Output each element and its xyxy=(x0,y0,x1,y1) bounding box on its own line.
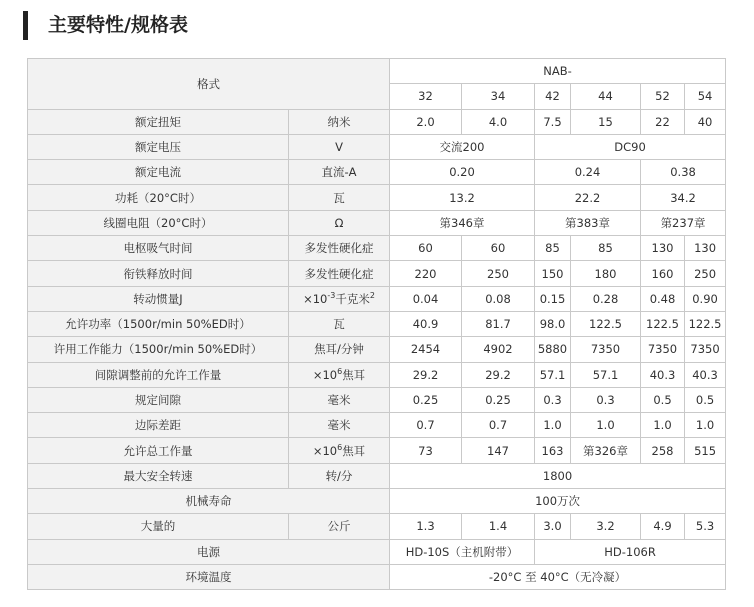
header-row-1 xyxy=(28,59,726,84)
table-row xyxy=(28,438,726,463)
table-row xyxy=(28,337,726,362)
table-row xyxy=(28,185,726,210)
cell-value: 85 xyxy=(571,236,641,261)
cell-value: 40.3 xyxy=(641,362,685,387)
cell-value: 1.0 xyxy=(535,413,571,438)
cell-value: 1.0 xyxy=(571,413,641,438)
cell-value: 0.15 xyxy=(535,286,571,311)
cell-value: 0.28 xyxy=(571,286,641,311)
cell-value: 150 xyxy=(535,261,571,286)
cell-value: 3.0 xyxy=(535,514,571,539)
cell-value: 第346章 xyxy=(390,210,535,235)
cell-value: 5.3 xyxy=(685,514,726,539)
cell-value: 7.5 xyxy=(535,109,571,134)
row-unit: 直流-A xyxy=(289,160,390,185)
cell-value: 122.5 xyxy=(641,311,685,336)
cell-value: 0.24 xyxy=(535,160,641,185)
table-row xyxy=(28,539,726,564)
model-header: 54 xyxy=(685,84,726,109)
cell-value: 81.7 xyxy=(462,311,535,336)
row-label: 间隙调整前的允许工作量 xyxy=(28,362,289,387)
row-label: 边际差距 xyxy=(28,413,289,438)
table-row xyxy=(28,210,726,235)
cell-value: 0.90 xyxy=(685,286,726,311)
row-unit: 毫米 xyxy=(289,387,390,412)
cell-value: DC90 xyxy=(535,134,726,159)
table-row xyxy=(28,564,726,589)
cell-value: 29.2 xyxy=(390,362,462,387)
row-label: 许用工作能力（1500r/min 50%ED时） xyxy=(28,337,289,362)
title-accent-bar xyxy=(23,11,28,40)
cell-value: 7350 xyxy=(685,337,726,362)
cell-value: 1800 xyxy=(390,463,726,488)
spec-table xyxy=(27,58,726,590)
table-row xyxy=(28,387,726,412)
cell-value: 85 xyxy=(535,236,571,261)
cell-value: 34.2 xyxy=(641,185,726,210)
cell-value: 0.7 xyxy=(390,413,462,438)
row-unit: $\times 10^{-3}$千克米$^2$ xyxy=(289,286,390,311)
cell-value: 7350 xyxy=(571,337,641,362)
cell-value: 5880 xyxy=(535,337,571,362)
model-header: 32 xyxy=(390,84,462,109)
table-row xyxy=(28,261,726,286)
cell-value: 515 xyxy=(685,438,726,463)
row-unit: $\times 10^6$焦耳 xyxy=(289,362,390,387)
cell-value: 0.3 xyxy=(571,387,641,412)
row-unit: Ω xyxy=(289,210,390,235)
cell-value: 0.7 xyxy=(462,413,535,438)
table-row xyxy=(28,489,726,514)
cell-value: 180 xyxy=(571,261,641,286)
cell-value: 7350 xyxy=(641,337,685,362)
cell-value: 4902 xyxy=(462,337,535,362)
cell-value: 0.08 xyxy=(462,286,535,311)
cell-value: 22.2 xyxy=(535,185,641,210)
row-label: 规定间隙 xyxy=(28,387,289,412)
model-prefix-header: NAB- xyxy=(390,59,726,84)
row-label: 转动惯量J xyxy=(28,286,289,311)
cell-value: 第383章 xyxy=(535,210,641,235)
cell-value: 3.2 xyxy=(571,514,641,539)
row-unit: $\times 10^6$焦耳 xyxy=(289,438,390,463)
row-unit: 毫米 xyxy=(289,413,390,438)
cell-value: 0.5 xyxy=(685,387,726,412)
cell-value: 130 xyxy=(685,236,726,261)
row-label: 电枢吸气时间 xyxy=(28,236,289,261)
cell-value: 220 xyxy=(390,261,462,286)
model-header: 42 xyxy=(535,84,571,109)
cell-value: 交流200 xyxy=(390,134,535,159)
cell-value: 163 xyxy=(535,438,571,463)
cell-value: 0.38 xyxy=(641,160,726,185)
cell-value: HD-106R xyxy=(535,539,726,564)
row-label: 额定电压 xyxy=(28,134,289,159)
cell-value: 250 xyxy=(685,261,726,286)
cell-value: 40.3 xyxy=(685,362,726,387)
cell-value: 98.0 xyxy=(535,311,571,336)
row-unit: 公斤 xyxy=(289,514,390,539)
model-header: 52 xyxy=(641,84,685,109)
cell-value: 250 xyxy=(462,261,535,286)
cell-value: 0.25 xyxy=(462,387,535,412)
cell-value: 1.3 xyxy=(390,514,462,539)
table-row xyxy=(28,413,726,438)
table-row xyxy=(28,311,726,336)
row-unit: 焦耳/分钟 xyxy=(289,337,390,362)
row-label: 衔铁释放时间 xyxy=(28,261,289,286)
cell-value: 57.1 xyxy=(535,362,571,387)
table-row xyxy=(28,109,726,134)
row-label: 机械寿命 xyxy=(28,489,390,514)
row-label: 允许功率（1500r/min 50%ED时） xyxy=(28,311,289,336)
cell-value: 1.0 xyxy=(685,413,726,438)
row-label: 电源 xyxy=(28,539,390,564)
table-row xyxy=(28,160,726,185)
cell-value: 100万次 xyxy=(390,489,726,514)
cell-value: 57.1 xyxy=(571,362,641,387)
row-unit: 转/分 xyxy=(289,463,390,488)
cell-value: 22 xyxy=(641,109,685,134)
cell-value: 2.0 xyxy=(390,109,462,134)
cell-value: 40 xyxy=(685,109,726,134)
cell-value: 13.2 xyxy=(390,185,535,210)
cell-value: 160 xyxy=(641,261,685,286)
row-label: 环境温度 xyxy=(28,564,390,589)
row-unit: 瓦 xyxy=(289,185,390,210)
table-row xyxy=(28,236,726,261)
cell-value: 73 xyxy=(390,438,462,463)
row-label: 额定电流 xyxy=(28,160,289,185)
cell-value: 2454 xyxy=(390,337,462,362)
cell-value: 258 xyxy=(641,438,685,463)
cell-value: 0.04 xyxy=(390,286,462,311)
row-unit: 多发性硬化症 xyxy=(289,261,390,286)
cell-value: 第326章 xyxy=(571,438,641,463)
format-header: 格式 xyxy=(28,59,390,110)
row-label: 允许总工作量 xyxy=(28,438,289,463)
cell-value: 0.5 xyxy=(641,387,685,412)
row-unit: 纳米 xyxy=(289,109,390,134)
cell-value: -20°C 至 40°C（无冷凝） xyxy=(390,564,726,589)
table-row xyxy=(28,286,726,311)
cell-value: 第237章 xyxy=(641,210,726,235)
cell-value: 29.2 xyxy=(462,362,535,387)
cell-value: 60 xyxy=(462,236,535,261)
cell-value: 0.25 xyxy=(390,387,462,412)
model-header: 44 xyxy=(571,84,641,109)
cell-value: 122.5 xyxy=(571,311,641,336)
row-unit: V xyxy=(289,134,390,159)
row-label: 最大安全转速 xyxy=(28,463,289,488)
cell-value: 130 xyxy=(641,236,685,261)
row-unit: 多发性硬化症 xyxy=(289,236,390,261)
cell-value: 15 xyxy=(571,109,641,134)
page-title: 主要特性/规格表 xyxy=(48,14,188,36)
model-header: 34 xyxy=(462,84,535,109)
cell-value: 0.20 xyxy=(390,160,535,185)
row-label: 功耗（20°C时） xyxy=(28,185,289,210)
cell-value: HD-10S（主机附带） xyxy=(390,539,535,564)
row-unit: 瓦 xyxy=(289,311,390,336)
cell-value: 4.9 xyxy=(641,514,685,539)
cell-value: 60 xyxy=(390,236,462,261)
row-label: 线圈电阻（20°C时） xyxy=(28,210,289,235)
cell-value: 1.0 xyxy=(641,413,685,438)
table-row xyxy=(28,514,726,539)
table-row xyxy=(28,362,726,387)
cell-value: 0.3 xyxy=(535,387,571,412)
cell-value: 4.0 xyxy=(462,109,535,134)
cell-value: 40.9 xyxy=(390,311,462,336)
table-row xyxy=(28,463,726,488)
cell-value: 147 xyxy=(462,438,535,463)
row-label: 大量的 xyxy=(28,514,289,539)
cell-value: 122.5 xyxy=(685,311,726,336)
row-label: 额定扭矩 xyxy=(28,109,289,134)
cell-value: 1.4 xyxy=(462,514,535,539)
cell-value: 0.48 xyxy=(641,286,685,311)
table-row xyxy=(28,134,726,159)
